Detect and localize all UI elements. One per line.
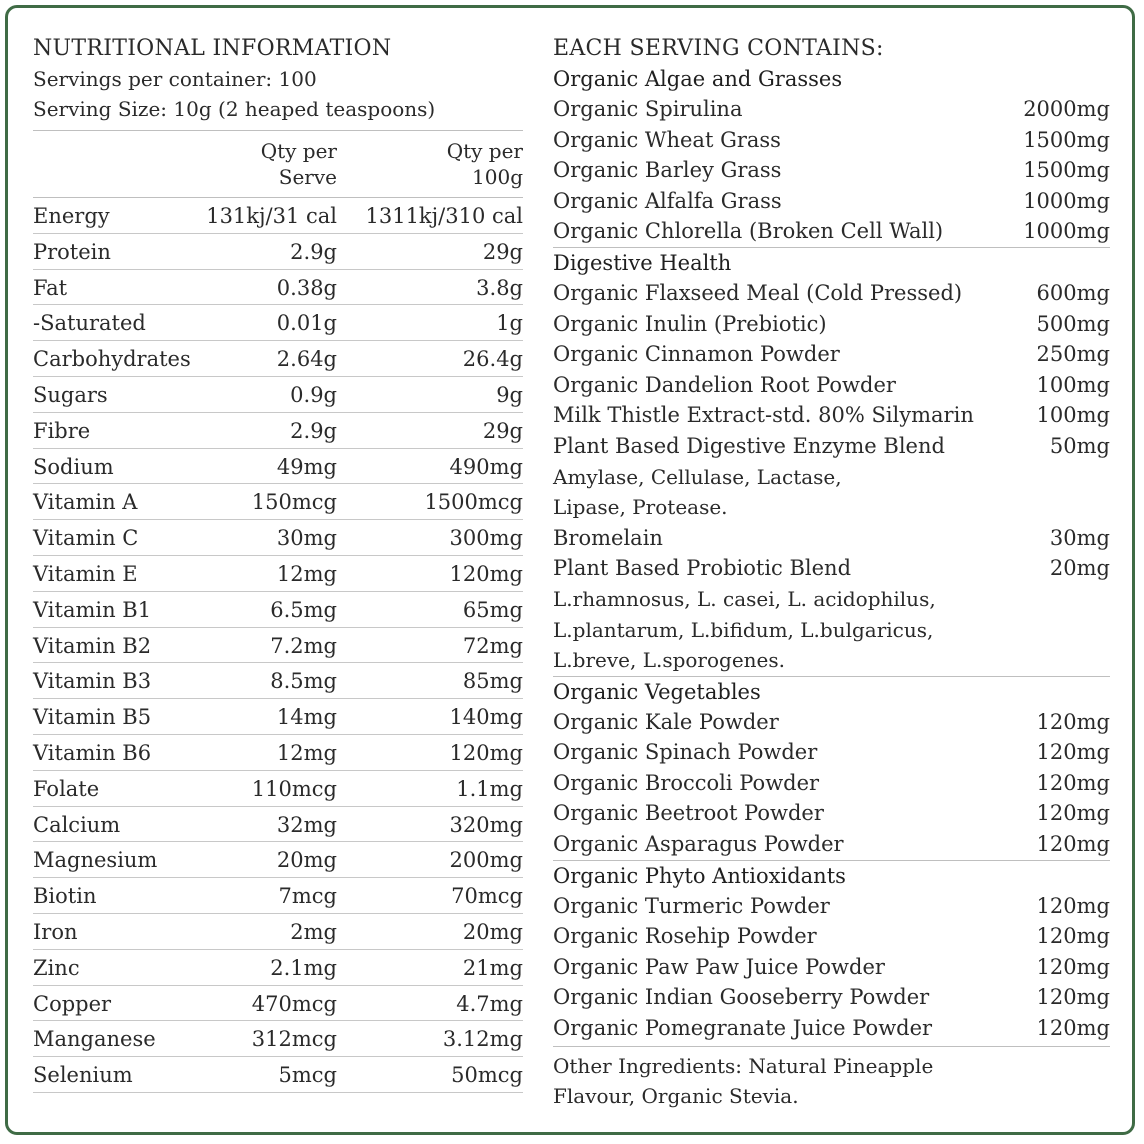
table-row [33,628,523,664]
nutrient-name: Copper [33,991,112,1016]
ingredient-name: Organic Alfalfa Grass [553,188,782,213]
qty-per-serve: 6.5mg [270,597,337,622]
nutrient-name: Vitamin B3 [33,669,152,694]
table-row [33,699,523,735]
ingredient-qty: 100mg [1036,403,1110,428]
section-heading-phyto: Organic Phyto Antioxidants [553,860,1110,891]
qty-per-100g: 29g [482,239,523,264]
table-row [33,1057,523,1093]
nutrient-name: Fibre [33,418,91,443]
qty-per-100g: 50mcg [451,1063,523,1088]
ingredient-name: Organic Inulin (Prebiotic) [553,311,827,336]
qty-per-serve: 470mcg [251,991,337,1016]
ingredient-qty: 120mg [1036,770,1110,795]
ingredient-qty: 1500mg [1023,158,1110,183]
probiotic-note: L.rhamnosus, L. casei, L. acidophilus, [553,586,936,611]
phyto-list [553,891,1110,1044]
ingredient-qty: 120mg [1036,801,1110,826]
list-item [553,339,1110,370]
table-row [33,950,523,986]
nutrient-name: Fat [33,275,68,300]
ingredient-name: Organic Asparagus Powder [553,832,844,857]
nutrient-name: Manganese [33,1027,156,1052]
ingredient-qty: 120mg [1036,740,1110,765]
ingredient-name: Bromelain [553,525,663,550]
nutrient-name: Energy [33,204,110,228]
ingredient-qty: 120mg [1036,1016,1110,1041]
ingredient-name: Organic Dandelion Root Powder [553,372,896,397]
table-row [33,234,523,270]
nutrient-name: Vitamin A [33,490,138,515]
table-row [33,520,523,556]
section-heading-algae: Organic Algae and Grasses [553,67,843,91]
list-item [553,216,1110,247]
list-item [553,186,1110,217]
nutrient-name: Vitamin E [33,561,138,586]
list-item [553,400,1110,431]
probiotic-note: L.breve, L.sporogenes. [553,648,786,673]
table-row [33,556,523,592]
table-row [33,484,523,520]
qty-per-100g: 70mcg [451,884,523,909]
ingredient-qty: 600mg [1036,280,1110,305]
nutrient-name: Zinc [33,955,80,980]
qty-per-serve: 20mg [276,848,337,873]
digestive-list [553,278,1110,462]
nutrient-name: Vitamin B5 [33,705,152,730]
servings-per-container: Servings per container: 100 [33,67,317,91]
table-row [33,377,523,413]
table-row [33,878,523,914]
ingredient-qty: 100mg [1036,372,1110,397]
qty-per-100g: 490mg [449,454,523,479]
nutrient-name: Sugars [33,382,108,407]
qty-per-100g: 26.4g [462,347,523,372]
nutrient-name: -Saturated [33,311,146,336]
nutrition-panel [33,34,523,1093]
ingredient-qty: 120mg [1036,709,1110,734]
qty-per-100g: 9g [496,382,523,407]
ingredient-name: Organic Turmeric Powder [553,893,830,918]
ingredient-name: Organic Beetroot Powder [553,801,824,826]
qty-per-serve: 0.38g [276,275,337,300]
ingredient-name: Organic Flaxseed Meal (Cold Pressed) [553,280,963,305]
nutrition-table-header [33,130,523,198]
nutrient-name: Magnesium [33,848,158,873]
qty-per-100g: 3.8g [476,275,523,300]
list-item [553,891,1110,922]
ingredient-name: Organic Rosehip Powder [553,924,817,949]
ingredient-qty: 500mg [1036,311,1110,336]
list-item [553,952,1110,983]
list-item [553,370,1110,401]
table-row [33,986,523,1022]
table-row [33,341,523,377]
ingredient-name: Organic Barley Grass [553,158,782,183]
ingredient-qty: 1000mg [1023,188,1110,213]
qty-per-100g: 200mg [449,848,523,873]
other-ingredients: Other Ingredients: Natural Pineapple Flavour, Organic Stevia. [553,1046,1110,1111]
ingredient-qty: 120mg [1036,985,1110,1010]
ingredient-name: Organic Chlorella (Broken Cell Wall) [553,219,944,244]
ingredient-name: Milk Thistle Extract-std. 80% Silymarin [553,403,974,428]
list-item [553,798,1110,829]
table-row [33,413,523,449]
ingredient-name: Organic Wheat Grass [553,127,781,152]
nutrient-name: Vitamin B2 [33,633,152,658]
qty-per-serve: 0.9g [290,382,337,407]
serving-panel [553,34,1110,1111]
qty-per-100g: 20mg [462,919,523,944]
qty-per-serve: 32mg [276,812,337,837]
table-row [33,842,523,878]
qty-per-serve: 2mg [290,919,337,944]
qty-per-serve: 49mg [276,454,337,479]
qty-per-serve: 2.9g [290,239,337,264]
ingredient-qty: 120mg [1036,893,1110,918]
qty-per-serve: 0.01g [276,311,337,336]
algae-list [553,94,1110,247]
ingredient-qty: 50mg [1049,433,1110,458]
table-row [33,771,523,807]
table-row [33,198,523,234]
qty-per-100g: 300mg [449,526,523,551]
list-item [553,431,1110,462]
ingredient-name: Organic Kale Powder [553,709,779,734]
qty-per-100g: 85mg [462,669,523,694]
nutrient-name: Vitamin B6 [33,740,152,765]
qty-per-100g: 120mg [449,740,523,765]
ingredient-name: Organic Spirulina [553,97,743,121]
table-row [33,270,523,306]
ingredient-name: Organic Cinnamon Powder [553,342,840,367]
ingredient-qty: 1500mg [1023,127,1110,152]
qty-per-100g: 320mg [449,812,523,837]
section-heading-vegetables: Organic Vegetables [553,676,1110,707]
qty-per-100g: 1311kj/310 cal [365,204,523,228]
nutrient-name: Sodium [33,454,114,479]
ingredient-qty: 120mg [1036,954,1110,979]
nutrient-name: Biotin [33,884,97,909]
ingredient-qty: 250mg [1036,342,1110,367]
qty-per-100g: 29g [482,418,523,443]
ingredient-name: Organic Paw Paw Juice Powder [553,954,885,979]
qty-per-100g: 1.1mg [456,776,523,801]
nutrient-name: Vitamin B1 [33,597,152,622]
nutrition-title: NUTRITIONAL INFORMATION [33,36,392,61]
ingredient-qty: 1000mg [1023,219,1110,244]
table-row [33,305,523,341]
qty-per-100g: 140mg [449,705,523,730]
ingredient-qty: 30mg [1049,525,1110,550]
qty-per-serve: 2.64g [276,347,337,372]
list-item [553,982,1110,1013]
ingredient-name: Organic Spinach Powder [553,740,818,765]
ingredient-qty: 120mg [1036,924,1110,949]
qty-per-100g: 4.7mg [456,991,523,1016]
qty-per-100g: 72mg [462,633,523,658]
list-item [553,1013,1110,1044]
vegetables-list [553,707,1110,860]
nutrient-name: Carbohydrates [33,347,191,372]
list-item [553,829,1110,860]
list-item [553,737,1110,768]
ingredient-qty: 20mg [1049,556,1110,581]
qty-per-100g: 3.12mg [442,1027,523,1052]
qty-per-serve: 7mcg [278,884,337,909]
ingredient-qty: 2000mg [1023,97,1110,121]
col-header-serve: Qty per Serve [260,139,337,189]
qty-per-100g: 1g [496,311,523,336]
qty-per-serve: 150mcg [251,490,337,515]
ingredient-name: Plant Based Digestive Enzyme Blend [553,433,945,458]
list-item [553,155,1110,186]
list-item [553,94,1110,125]
qty-per-serve: 7.2mg [270,633,337,658]
list-item [553,125,1110,156]
qty-per-serve: 12mg [276,740,337,765]
table-row [33,449,523,485]
qty-per-serve: 14mg [276,705,337,730]
qty-per-serve: 312mcg [251,1027,337,1052]
list-item [553,309,1110,340]
table-row [33,735,523,771]
serving-size: Serving Size: 10g (2 heaped teaspoons) [33,97,436,121]
qty-per-serve: 5mcg [278,1063,337,1088]
list-item [553,921,1110,952]
qty-per-serve: 131kj/31 cal [206,204,337,228]
table-row [33,807,523,843]
qty-per-serve: 2.9g [290,418,337,443]
probiotic-note: L.plantarum, L.bifidum, L.bulgaricus, [553,617,934,642]
qty-per-serve: 2.1mg [270,955,337,980]
section-heading-digestive: Digestive Health [553,247,1110,278]
nutrient-name: Protein [33,239,111,264]
enzyme-note: Amylase, Cellulase, Lactase, [553,464,842,489]
nutrient-name: Vitamin C [33,526,139,551]
table-row [33,914,523,950]
list-item [553,523,1110,554]
qty-per-100g: 120mg [449,561,523,586]
nutrient-name: Folate [33,776,100,801]
serving-title: EACH SERVING CONTAINS: [553,36,884,61]
qty-per-100g: 65mg [462,597,523,622]
ingredient-name: Organic Pomegranate Juice Powder [553,1016,933,1041]
list-item [553,553,1110,584]
qty-per-serve: 30mg [276,526,337,551]
qty-per-serve: 12mg [276,561,337,586]
nutrient-name: Iron [33,919,78,944]
list-item [553,278,1110,309]
col-header-100g: Qty per 100g [446,139,523,189]
list-item [553,707,1110,738]
nutrition-table-body [33,198,523,1093]
qty-per-serve: 8.5mg [270,669,337,694]
list-item [553,768,1110,799]
nutrient-name: Calcium [33,812,121,837]
ingredient-qty: 120mg [1036,832,1110,857]
ingredient-name: Plant Based Probiotic Blend [553,556,852,581]
table-row [33,663,523,699]
table-row [33,592,523,628]
ingredient-name: Organic Indian Gooseberry Powder [553,985,930,1010]
ingredient-name: Organic Broccoli Powder [553,770,820,795]
qty-per-100g: 21mg [462,955,523,980]
table-row [33,1021,523,1057]
nutrient-name: Selenium [33,1063,133,1088]
qty-per-100g: 1500mcg [424,490,523,515]
enzyme-note: Lipase, Protease. [553,495,728,520]
qty-per-serve: 110mcg [251,776,337,801]
